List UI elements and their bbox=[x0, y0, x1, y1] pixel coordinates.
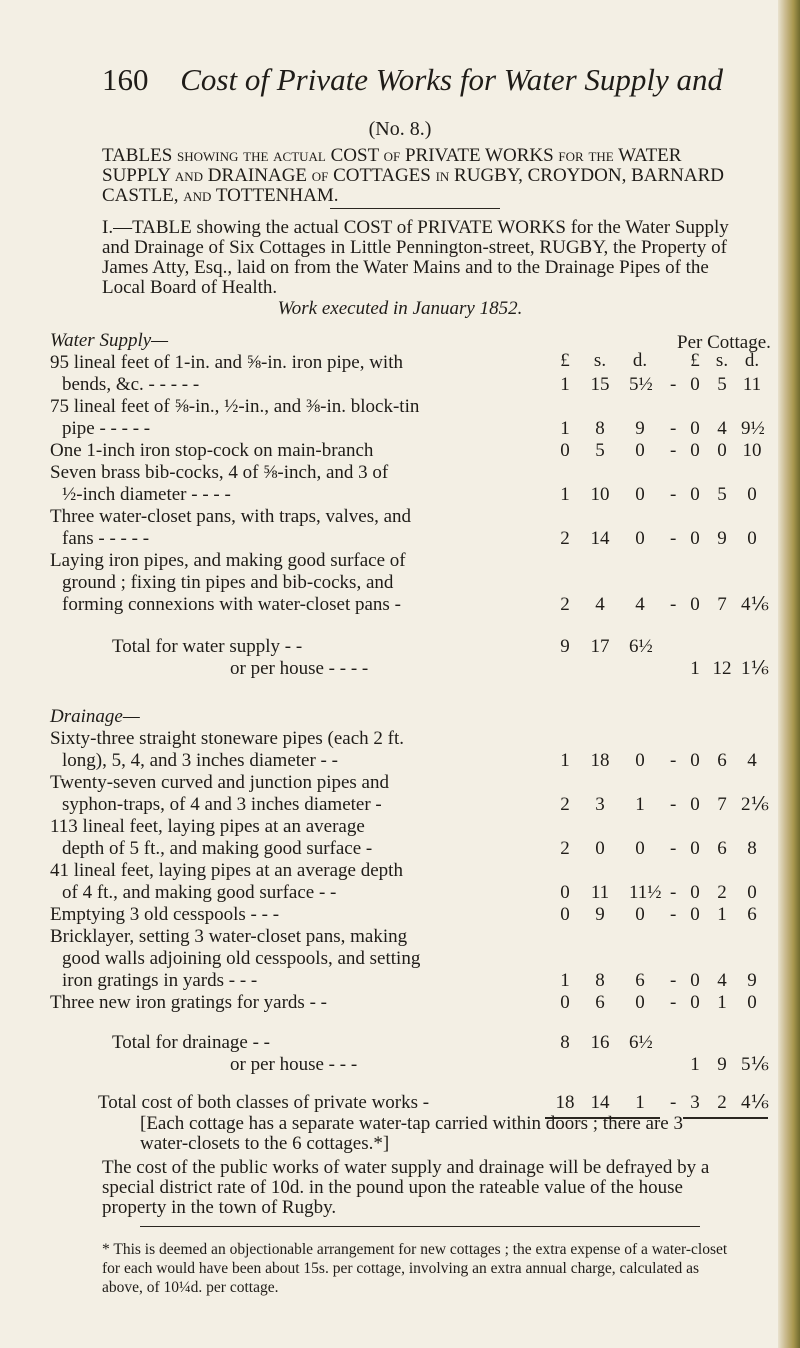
drainage-item-line: good walls adjoining old cesspools, and setting bbox=[62, 948, 421, 969]
water-per-house-label: or per house - - - - bbox=[230, 658, 369, 679]
drainage-item-total: 1 bbox=[560, 750, 570, 771]
per-cottage-heading: Per Cottage. bbox=[677, 332, 771, 353]
water-supply-item-line: bends, &c. - - - - - bbox=[62, 374, 200, 395]
drainage-per-house-value: 9 bbox=[717, 1054, 727, 1075]
grand-total-value: 18 bbox=[555, 1092, 575, 1113]
water-supply-item-per-cottage: 0 bbox=[747, 484, 757, 505]
drainage-item-line: depth of 5 ft., and making good surface - bbox=[62, 838, 373, 859]
drainage-item-total: 2 bbox=[560, 838, 570, 859]
grand-total-value: 14 bbox=[590, 1092, 610, 1113]
drainage-item-total: 2 bbox=[560, 794, 570, 815]
water-supply-item-total: 1 bbox=[560, 374, 570, 395]
drainage-item-total: 1 bbox=[560, 970, 570, 991]
water-supply-item-line: 95 lineal feet of 1-in. and ⅝-in. iron pipe, with bbox=[50, 352, 403, 373]
water-supply-item-total: 14 bbox=[590, 528, 610, 549]
dash-separator: - bbox=[670, 882, 677, 903]
drainage-total-value: 6½ bbox=[629, 1032, 653, 1053]
water-supply-item-per-cottage: 10 bbox=[742, 440, 762, 461]
water-supply-item-total: 0 bbox=[635, 528, 645, 549]
water-supply-item-total: 0 bbox=[560, 440, 570, 461]
drainage-item-line: Sixty-three straight stoneware pipes (each 2 ft. bbox=[50, 728, 405, 749]
water-supply-item-per-cottage: 4⅙ bbox=[741, 594, 769, 615]
drainage-heading: Drainage— bbox=[50, 706, 140, 727]
water-supply-heading: Water Supply— bbox=[50, 330, 169, 351]
drainage-item-total: 6 bbox=[595, 992, 605, 1013]
drainage-item-line: iron gratings in yards - - - bbox=[62, 970, 258, 991]
drainage-item-line: of 4 ft., and making good surface - - bbox=[62, 882, 337, 903]
drainage-total-value: 16 bbox=[590, 1032, 610, 1053]
divider bbox=[330, 208, 500, 209]
water-supply-item-line: Seven brass bib-cocks, 4 of ⅝-inch, and 3 of bbox=[50, 462, 389, 483]
drainage-item-line: long), 5, 4, and 3 inches diameter - - bbox=[62, 750, 338, 771]
water-supply-item-per-cottage: 0 bbox=[747, 528, 757, 549]
drainage-item-total: 3 bbox=[595, 794, 605, 815]
water-per-house-value: 12 bbox=[712, 658, 732, 679]
water-supply-item-per-cottage: 0 bbox=[690, 528, 700, 549]
unit-label: s. bbox=[593, 350, 607, 371]
intro-text: TABLES showing the actual COST of PRIVATE WORKS for the WATER SUPPLY and DRAINAGE of COTTAGES in RUGBY, CROYDON, BARNARD CASTLE, and TOTTENHAM. bbox=[102, 145, 724, 206]
water-supply-item-total: 2 bbox=[560, 594, 570, 615]
water-supply-item-line: ground ; fixing tin pipes and bib-cocks, and bbox=[62, 572, 394, 593]
drainage-item-total: 8 bbox=[595, 970, 605, 991]
drainage-item-total: 0 bbox=[635, 904, 645, 925]
drainage-item-per-cottage: 6 bbox=[717, 838, 727, 859]
bracket-note: [Each cottage has a separate water-tap carried within doors ; there are 3 water-closets to the 6 cottages.*] bbox=[140, 1113, 683, 1154]
water-supply-item-per-cottage: 5 bbox=[717, 484, 727, 505]
grand-total-per-cottage: 3 bbox=[690, 1092, 700, 1113]
water-supply-item-per-cottage: 0 bbox=[717, 440, 727, 461]
unit-label: £ bbox=[560, 350, 570, 371]
drainage-item-total: 11½ bbox=[629, 882, 662, 903]
closing-paragraph: The cost of the public works of water supply and drainage will be defrayed by a special district rate of 10d. in the pound upon the rateable value of the house property in the town of Rugby. bbox=[102, 1157, 710, 1218]
dash-separator: - bbox=[670, 904, 677, 925]
drainage-item-total: 0 bbox=[635, 838, 645, 859]
water-supply-item-per-cottage: 4 bbox=[717, 418, 727, 439]
drainage-item-per-cottage: 7 bbox=[717, 794, 727, 815]
drainage-item-per-cottage: 0 bbox=[690, 794, 700, 815]
water-supply-item-line: forming connexions with water-closet pans - bbox=[62, 594, 401, 615]
drainage-item-per-cottage: 0 bbox=[690, 904, 700, 925]
table-number: (No. 8.) bbox=[368, 118, 432, 140]
drainage-item-per-cottage: 0 bbox=[690, 882, 700, 903]
drainage-item-per-cottage: 0 bbox=[690, 992, 700, 1013]
water-supply-item-total: 5½ bbox=[629, 374, 653, 395]
drainage-item-per-cottage: 1 bbox=[717, 904, 727, 925]
water-supply-item-line: fans - - - - - bbox=[62, 528, 150, 549]
drainage-item-per-cottage: 9 bbox=[747, 970, 757, 991]
unit-label: d. bbox=[632, 350, 648, 371]
water-total-value: 17 bbox=[590, 636, 610, 657]
water-supply-item-total: 8 bbox=[595, 418, 605, 439]
drainage-item-total: 0 bbox=[560, 992, 570, 1013]
unit-label: s. bbox=[715, 350, 729, 371]
drainage-item-per-cottage: 0 bbox=[690, 970, 700, 991]
drainage-item-per-cottage: 6 bbox=[747, 904, 757, 925]
water-supply-item-total: 1 bbox=[560, 418, 570, 439]
dash-separator: - bbox=[670, 374, 677, 395]
water-supply-item-total: 0 bbox=[635, 440, 645, 461]
water-supply-item-total: 15 bbox=[590, 374, 610, 395]
dash-separator: - bbox=[670, 750, 677, 771]
footnote-rule bbox=[140, 1226, 700, 1227]
water-supply-item-per-cottage: 0 bbox=[690, 484, 700, 505]
dash-separator: - bbox=[670, 484, 677, 505]
drainage-item-per-cottage: 4 bbox=[717, 970, 727, 991]
drainage-item-total: 6 bbox=[635, 970, 645, 991]
grand-total-value: 1 bbox=[635, 1092, 645, 1113]
dash-separator: - bbox=[670, 838, 677, 859]
dash-separator: - bbox=[670, 440, 677, 461]
drainage-item-line: 113 lineal feet, laying pipes at an average bbox=[50, 816, 365, 837]
drainage-per-house-label: or per house - - - bbox=[230, 1054, 358, 1075]
drainage-item-total: 11 bbox=[590, 882, 610, 903]
drainage-item-line: Twenty-seven curved and junction pipes and bbox=[50, 772, 389, 793]
dash-separator: - bbox=[670, 528, 677, 549]
water-supply-item-per-cottage: 5 bbox=[717, 374, 727, 395]
drainage-item-total: 0 bbox=[560, 882, 570, 903]
water-supply-item-total: 2 bbox=[560, 528, 570, 549]
drainage-item-per-cottage: 2 bbox=[717, 882, 727, 903]
dash-separator: - bbox=[670, 1092, 677, 1113]
grand-total-label: Total cost of both classes of private works - bbox=[98, 1092, 430, 1113]
page-number: 160 bbox=[102, 62, 149, 97]
water-supply-item-line: Three water-closet pans, with traps, valves, and bbox=[50, 506, 412, 527]
water-supply-item-total: 10 bbox=[590, 484, 610, 505]
water-supply-item-line: 75 lineal feet of ⅝-in., ½-in., and ⅜-in. block-tin bbox=[50, 396, 420, 417]
page-edge-shadow bbox=[778, 0, 800, 1348]
drainage-item-per-cottage: 1 bbox=[717, 992, 727, 1013]
drainage-item-line: 41 lineal feet, laying pipes at an average depth bbox=[50, 860, 403, 881]
water-supply-item-total: 4 bbox=[595, 594, 605, 615]
dash-separator: - bbox=[670, 992, 677, 1013]
water-supply-item-per-cottage: 11 bbox=[742, 374, 762, 395]
dash-separator: - bbox=[670, 970, 677, 991]
water-supply-item-total: 9 bbox=[635, 418, 645, 439]
drainage-item-line: Bricklayer, setting 3 water-closet pans, making bbox=[50, 926, 408, 947]
unit-label: d. bbox=[744, 350, 760, 371]
drainage-item-total: 9 bbox=[595, 904, 605, 925]
water-supply-item-line: Laying iron pipes, and making good surface of bbox=[50, 550, 406, 571]
water-supply-item-line: pipe - - - - - bbox=[62, 418, 151, 439]
drainage-total-value: 8 bbox=[560, 1032, 570, 1053]
water-total-label: Total for water supply - - bbox=[112, 636, 303, 657]
drainage-item-total: 0 bbox=[560, 904, 570, 925]
water-supply-item-line: ½-inch diameter - - - - bbox=[62, 484, 231, 505]
drainage-per-house-value: 5⅙ bbox=[741, 1054, 769, 1075]
water-supply-item-total: 4 bbox=[635, 594, 645, 615]
water-total-value: 9 bbox=[560, 636, 570, 657]
water-supply-item-per-cottage: 0 bbox=[690, 440, 700, 461]
table-title: I.—TABLE showing the actual COST of PRIVATE WORKS for the Water Supply and Drainage of Six Cottages in Little Pennington-street, RUGBY, the Property of James Atty, Esq., laid on from the Water Mains and to the Drainage Pipes of the Local Board of Health. bbox=[102, 217, 729, 298]
water-supply-item-per-cottage: 0 bbox=[690, 374, 700, 395]
water-per-house-value: 1 bbox=[690, 658, 700, 679]
drainage-item-per-cottage: 0 bbox=[747, 882, 757, 903]
page-header bbox=[102, 62, 723, 98]
water-supply-item-per-cottage: 0 bbox=[690, 418, 700, 439]
running-title: Cost of Private Works for Water Supply and bbox=[180, 62, 724, 97]
drainage-item-per-cottage: 4 bbox=[747, 750, 757, 771]
water-supply-item-per-cottage: 9½ bbox=[741, 418, 765, 439]
drainage-item-line: syphon-traps, of 4 and 3 inches diameter - bbox=[62, 794, 382, 815]
grand-total-per-cottage: 2 bbox=[717, 1092, 727, 1113]
drainage-item-total: 0 bbox=[595, 838, 605, 859]
drainage-item-line: Three new iron gratings for yards - - bbox=[50, 992, 327, 1013]
drainage-item-per-cottage: 0 bbox=[747, 992, 757, 1013]
drainage-item-total: 0 bbox=[635, 992, 645, 1013]
dash-separator: - bbox=[670, 594, 677, 615]
water-supply-item-per-cottage: 7 bbox=[717, 594, 727, 615]
drainage-item-total: 1 bbox=[635, 794, 645, 815]
water-per-house-value: 1⅙ bbox=[741, 658, 769, 679]
drainage-item-total: 0 bbox=[635, 750, 645, 771]
drainage-item-per-cottage: 6 bbox=[717, 750, 727, 771]
drainage-item-per-cottage: 8 bbox=[747, 838, 757, 859]
water-total-value: 6½ bbox=[629, 636, 653, 657]
dash-separator: - bbox=[670, 418, 677, 439]
dash-separator: - bbox=[670, 794, 677, 815]
water-supply-item-per-cottage: 0 bbox=[690, 594, 700, 615]
drainage-item-per-cottage: 0 bbox=[690, 838, 700, 859]
water-supply-item-total: 5 bbox=[595, 440, 605, 461]
drainage-item-per-cottage: 0 bbox=[690, 750, 700, 771]
drainage-item-per-cottage: 2⅙ bbox=[741, 794, 769, 815]
drainage-total-label: Total for drainage - - bbox=[112, 1032, 270, 1053]
water-supply-item-line: One 1-inch iron stop-cock on main-branch bbox=[50, 440, 374, 461]
water-supply-item-total: 1 bbox=[560, 484, 570, 505]
water-supply-item-per-cottage: 9 bbox=[717, 528, 727, 549]
drainage-item-line: Emptying 3 old cesspools - - - bbox=[50, 904, 280, 925]
drainage-item-total: 18 bbox=[590, 750, 610, 771]
work-executed: Work executed in January 1852. bbox=[277, 298, 523, 319]
footnote: * This is deemed an objectionable arrangement for new cottages ; the extra expense of a water-closet for each would have been about 15s. per cottage, involving an extra annual charge, calculated as above, of 10¼d. per cottage. bbox=[102, 1241, 728, 1296]
drainage-per-house-value: 1 bbox=[690, 1054, 700, 1075]
grand-total-per-cottage: 4⅙ bbox=[741, 1092, 769, 1113]
water-supply-item-total: 0 bbox=[635, 484, 645, 505]
unit-label: £ bbox=[690, 350, 700, 371]
